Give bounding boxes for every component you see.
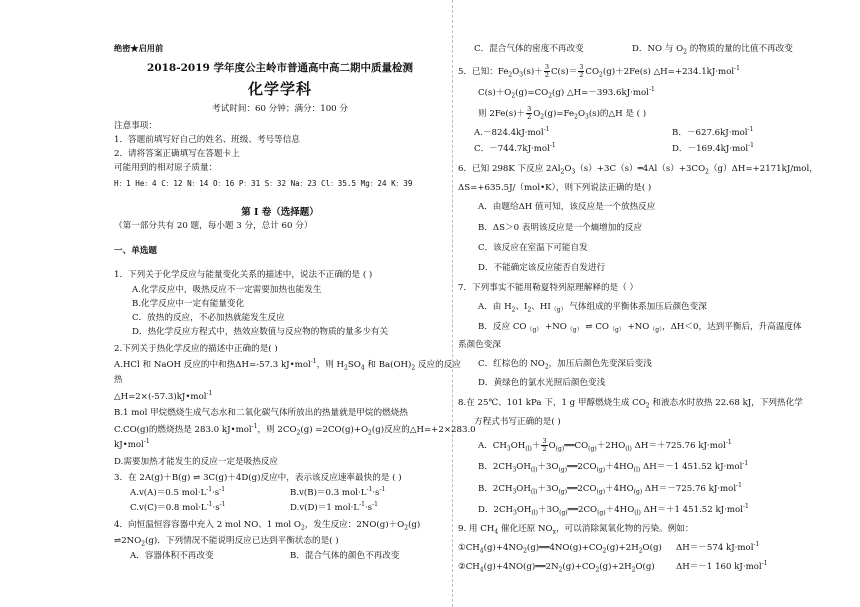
q2-option-d: D.需要加热才能发生的反应一定是吸热反应 [114,457,279,467]
q5-equation-3: 则 2Fe(s)＋ $\frac{3}{2}$ $O_2(g)=Fe_2O_3(s)$的△H 是 ( ) [478,105,647,121]
q5-equation-1: 5．已知：$Fe_2O_3(s)+$ $\frac{3}{2}$ C(s)＝ $\frac{3}{2}$ $CO_2(g)+2Fe(s)$ △H=+234.1kJ·mol$^{-1}$ [458,63,740,79]
q5-option-b: B．－627.6kJ·mol$^{-1}$ [672,126,754,138]
q9-stem: 9. 用 $CH_4$ 催化还原 $NO_x$，可以消除氮氧化物的污染。例如： [458,524,694,536]
fraction-3-2: $\frac{3}{2}$ [579,63,584,79]
q5-option-d: D．－169.4kJ·mol$^{-1}$ [672,142,754,154]
q4-option-b: B．混合气体的颜色不再改变 [290,551,400,561]
q7-option-b: B．反应 $CO_{(g)} +NO_{(g)}$ ⇌ $CO_{(g)} +NO_{(g)}$，ΔH＜0，达到平衡后，升高温度体 [478,322,802,334]
q7-option-d: D．黄绿色的氯水光照后颜色变浅 [478,378,606,388]
q7-option-c: C．红棕色的 $NO_2$，加压后颜色先变深后变浅 [478,359,652,371]
notice-heading: 注意事项： [114,121,157,131]
equilibrium-arrow-icon: ⇌ [114,536,122,546]
q6-option-b: B．ΔS＞0 表明该反应是一个熵增加的反应 [478,223,643,233]
q7-option-a: A．由 $H_2$、$I_2$、$HI_{(g)}$ 气体组成的平衡体系加压后颜色变深 [478,302,707,314]
q6-stem: 6．已知 298K 下反应 $2Al_2O_3(s)+3C(s)═4Al(s)+3CO_2(g)\Delta H=+2171kJ$/mol， [458,164,818,176]
q3-stem: 3．在 2A(g)＋B(g) ⇌ 3C(g)＋4D(g)反应中，表示该反应速率最快的是 ( ) [114,473,402,483]
q5-option-c: C．－744.7kJ·mol$^{-1}$ [474,142,556,154]
notice-item-2: 2．请将答案正确填写在答题卡上 [114,149,240,159]
secret-label: 绝密★启用前 [114,43,164,53]
atomic-masses: H：1 He：4 C：12 N：14 O：16 P：31 S：32 Na：23 Cl：35.5 Mg：24 K：39 [114,179,413,188]
q6-option-c: C．该反应在室温下可能自发 [478,243,588,253]
q9-reaction-2-dh: ΔH＝－1 160 kJ·mol$^{-1}$ [676,560,768,572]
q8-option-d: D．$2CH_3OH_{(l)}+3O_{(g)}══2CO_{(g)}+4HO_{(l)}$ ΔH＝＋1 451.52 kJ·mol$^{-1}$ [478,503,749,517]
section-title: 第 I 卷（选择题） [241,207,319,218]
fraction-3-2: $\frac{3}{2}$ [544,63,549,79]
q3-option-b: B.v(B)＝0.3 $mol\cdot L^{-1}\cdot s^{-1}$ [290,486,386,498]
q2-option-a: A.HCl 和 NaOH 反应的中和热ΔH=-57.3 kJ•mol$^{-1}$，则 $H_2SO_4$ 和 $Ba(OH)_2$ 反应的反应 [114,358,461,372]
q7-option-b-cont: 系颜色变深 [458,340,501,350]
q8-option-c: B．$2CH_3OH_{(l)}+3O_{(g)}══2CO_{(g)}+4HO_{(g)}$ ΔH＝－725.76 kJ·mol$^{-1}$ [478,482,742,496]
q3-option-c: C.v(C)＝0.8 $mol\cdot L^{-1}\cdot s^{-1}$ [130,501,226,513]
q3-option-d: D.v(D)＝1 $mol\cdot L^{-1}\cdot s^{-1}$ [290,501,378,513]
q8-option-a: A．$CH_3OH_{(l)}+$ $\frac{3}{2}$ $O_{(g)}══CO_{(g)}+2HO_{(l)}$ ΔH＝＋725.76 kJ·mol$^{-1}$ [478,437,732,453]
equilibrium-arrow-icon: ⇌ [582,322,596,332]
q7-stem: 7．下列事实不能用勒夏特列原理解释的是（ ） [458,283,639,293]
q1-option-a: A.化学反应中，吸热反应不一定需要加热也能发生 [132,285,322,295]
right-column [458,0,818,607]
q4-option-a: A．容器体积不再改变 [130,551,214,561]
subject-title: 化学学科 [247,80,312,98]
q2-option-c: C.CO(g)的燃烧热是 283.0 kJ•mol$^{-1}$，则 $2CO_2(g) =2CO(g)+O_2(g)$反应的△H=+2×283.0 [114,423,476,437]
q2-option-b: B.1 mol 甲烷燃烧生成气态水和二氧化碳气体所放出的热量就是甲烷的燃烧热 [114,408,408,418]
exam-title: 2018-2019 学年度公主岭市普通高中高二期中质量检测 [147,62,413,74]
q4-option-c: C．混合气体的密度不再改变 [474,44,584,54]
q2-option-a-delta: △H=2×(-57.3)kJ•mol$^{-1}$ [114,390,213,402]
q4-stem: 4．向恒温恒容容器中充入 2 mol NO、1 mol $O_2$，发生反应：$2NO(g)+O_2(g)$ [114,520,421,532]
q6-option-a: A．由题给ΔH 值可知，该反应是一个放热反应 [478,202,656,212]
equilibrium-arrow-icon: ⇌ [190,473,204,483]
q1-option-c: C．放热的反应，不必加热就能发生反应 [132,313,285,323]
fold-line [452,0,453,607]
q6-stem-line2: ΔS=+635.5J/（mol•K），则下列说法正确的是( ) [458,183,652,193]
q2-stem: 2.下列关于热化学反应的描述中正确的是( ) [114,344,278,354]
q9-reaction-2: $②CH_4(g)+4NO(g)══2N_2(g)+CO_2(g)+2H_2O(g)$ [458,562,655,574]
q4-option-d: D．NO 与 $O_2$ 的物质的量的比值不再改变 [632,44,793,56]
q9-reaction-1-dh: ΔH＝－574 kJ·mol$^{-1}$ [676,541,760,553]
q8-option-b: B．$2CH_3OH_{(l)}+3O_{(g)}══2CO_{(g)}+4HO_{(l)}$ ΔH＝－1 451.52 kJ·mol$^{-1}$ [478,460,749,474]
q5-option-a: A.－824.4kJ·mol$^{-1}$ [474,126,550,138]
q1-option-d: D．热化学反应方程式中，热效应数值与反应物的物质的量多少有关 [132,327,389,337]
q6-option-d: D．不能确定该反应能否自发进行 [478,263,606,273]
notice-item-1: 1．答题前填写好自己的姓名、班级、考号等信息 [114,135,300,145]
fraction-3-2: $\frac{3}{2}$ [527,105,532,121]
q5-equation-2: $C(s)+O_2(g)=CO_2(g)$ △H=－393.6kJ·mol$^{-1}$ [478,86,655,100]
q9-reaction-1: $①CH_4(g)+4NO_2(g)══4NO(g)+CO_2(g)+2H_2O(g)$ [458,543,662,555]
q2-option-c-cont: kJ•mol$^{-1}$ [114,438,150,450]
q2-option-a-cont: 热 [114,375,123,385]
left-column [114,0,476,607]
q8-stem-line2: 方程式书写正确的是( ) [474,417,561,427]
q1-stem: 1．下列关于化学反应与能量变化关系的描述中，说法不正确的是 ( ) [114,270,373,280]
q4-stem-line2: $\rightleftharpoons 2NO_2(g)$．下列情况不能说明反应已达到平衡状态的是( ) [114,536,339,548]
q3-option-a: A.v(A)＝0.5 $mol\cdot L^{-1}\cdot s^{-1}$ [130,486,226,498]
fraction-3-2: $\frac{3}{2}$ [542,437,547,453]
single-choice-heading: 一、单选题 [114,246,157,256]
atomic-mass-heading: 可能用到的相对原子质量： [114,163,218,173]
q8-stem: 8.在 25℃、101 kPa 下，1 g 甲醇燃烧生成 $CO_2$ 和液态水时放热 22.68 kJ，下列热化学 [458,398,803,410]
q1-option-b: B.化学反应中一定有能量变化 [132,299,245,309]
exam-info: 考试时间：60 分钟；满分：100 分 [212,104,348,114]
section-subtitle: （第一部分共有 20 题，每小题 3 分，总计 60 分） [114,221,313,231]
